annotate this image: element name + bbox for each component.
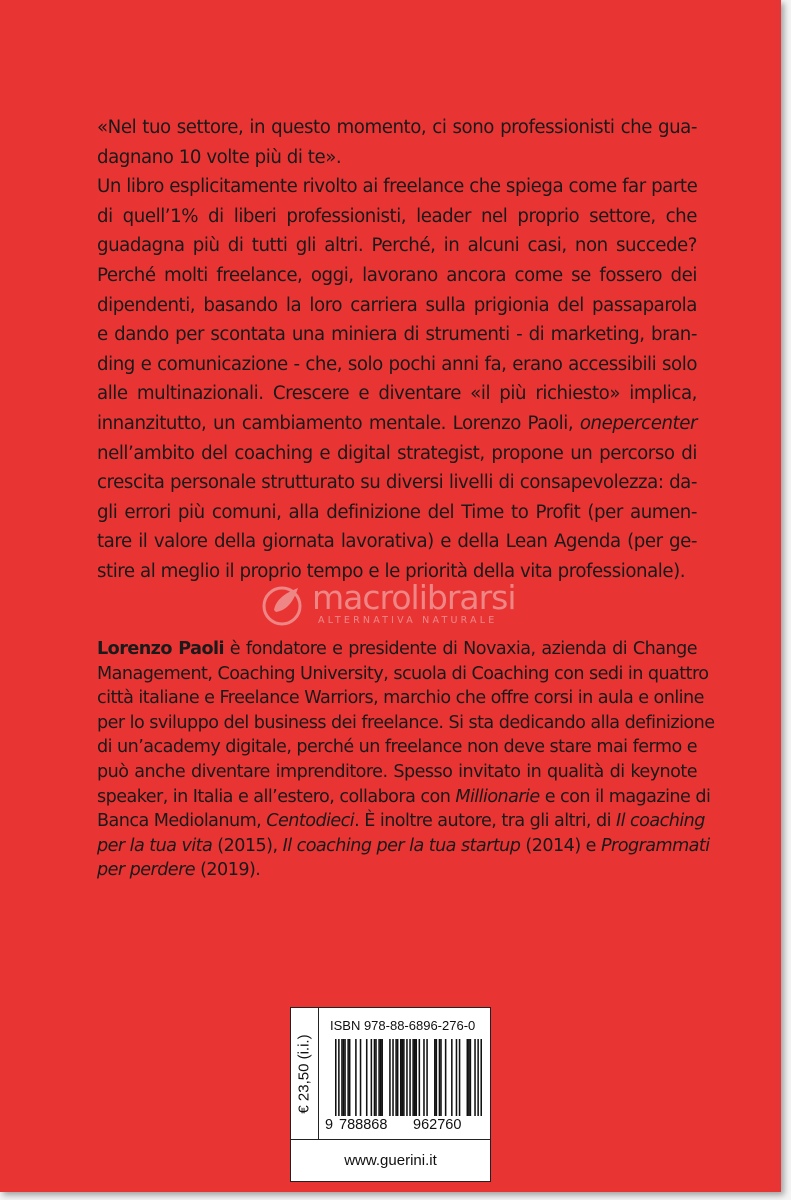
barcode-bar [436, 1039, 438, 1116]
barcode-bar [360, 1039, 362, 1116]
barcode-bar [344, 1039, 346, 1116]
blurb-line: guadagna più di tutti gli altri. Perché, in alcuni casi, non succede? [97, 235, 697, 257]
barcode-bar [341, 1039, 343, 1116]
blurb-line: dagnano 10 volte più di te». [97, 146, 342, 168]
barcode-bar [415, 1039, 417, 1116]
watermark-tagline: ALTERNATIVA NATURALE [318, 615, 498, 626]
barcode-bar [467, 1039, 469, 1116]
barcode-bar [419, 1039, 421, 1116]
barcode-bar [456, 1039, 458, 1116]
blurb-line: dipendenti, basando la loro carriera sulla prigionia del passaparola [97, 294, 697, 316]
barcode-bar [406, 1039, 408, 1116]
barcode-digit-group-right: 962760 [413, 1117, 462, 1133]
website-row [291, 1139, 490, 1182]
onepercenter-term: onepercenter [579, 412, 697, 434]
barcode-bar [389, 1039, 391, 1116]
barcode-bars [335, 1039, 482, 1116]
barcode-bar [338, 1039, 340, 1116]
barcode-bar [381, 1039, 383, 1116]
barcode-bar [468, 1039, 470, 1116]
barcode-bar [474, 1039, 476, 1116]
barcode-digit-group-left: 788868 [339, 1117, 388, 1133]
barcode-bar [380, 1039, 382, 1116]
bio-line: speaker, in Italia e all’estero, collabora con Millionarie e con il magazine di [97, 786, 711, 807]
barcode-bar [366, 1039, 368, 1116]
barcode-bar [403, 1039, 405, 1116]
barcode-bar [423, 1039, 425, 1116]
barcode-bar [470, 1039, 472, 1116]
barcode-bar [459, 1039, 461, 1116]
blurb-line: crescita personale strutturato su diversi livelli di consapevolezza: da- [97, 472, 697, 494]
bio-line: città italiane e Freelance Warriors, marchio che offre corsi in aula e online [97, 688, 704, 709]
barcode-digit-lead: 9 [325, 1117, 334, 1133]
book-blurb [97, 113, 697, 587]
barcode-bar [335, 1039, 337, 1116]
barcode-bar [355, 1039, 357, 1116]
barcode-bar [477, 1039, 479, 1116]
bio-line: per lo sviluppo del business dei freelance. Si sta dedicando alla definizione [97, 712, 715, 733]
blurb-line: gli errori più comuni, alla definizione del Time to Profit (per aumen- [97, 501, 697, 523]
barcode-bar [392, 1039, 394, 1116]
bio-line: per perdere (2019). [97, 860, 261, 881]
blurb-line: innanzitutto, un cambiamento mentale. Lorenzo Paoli, onepercenter [97, 412, 697, 434]
barcode-bar [402, 1039, 404, 1116]
watermark-name: macrolibrarsi [312, 578, 516, 617]
blurb-line: alle multinazionali. Crescere e diventare «il più richiesto» implica, [97, 383, 697, 405]
blurb-line: ding e comunicazione - che, solo pochi anni fa, erano accessibili solo [97, 353, 697, 375]
barcode-bar [400, 1039, 402, 1116]
macrolibrarsi-watermark [258, 578, 548, 630]
blurb-line: stire al meglio il proprio tempo e le priorità della vita professionale). [97, 560, 686, 582]
barcode-bar [439, 1039, 441, 1116]
blurb-line: tare il valore della giornata lavorativa) e della Lean Agenda (per ge- [97, 531, 697, 553]
blurb-line: nell’ambito del coaching e digital strategist, propone un percorso di [97, 442, 697, 464]
blurb-line: e dando per scontata una miniera di strumenti - di marketing, bran- [97, 324, 697, 346]
barcode-label [290, 1007, 491, 1182]
barcode-bar [378, 1039, 380, 1116]
barcode-bar [480, 1039, 482, 1116]
barcode-bar [343, 1039, 345, 1116]
barcode-bar [426, 1039, 428, 1116]
bio-line: di un’academy digitale, perché un freelance non deve stare mai fermo e [97, 737, 697, 758]
barcode-bar [375, 1039, 377, 1116]
author-bio [97, 637, 715, 883]
barcode-bar [445, 1039, 447, 1116]
barcode-bar [371, 1039, 373, 1116]
barcode-bar [409, 1039, 411, 1116]
bio-line: Lorenzo Paoli è fondatore e presidente di Novaxia, azienda di Change [97, 639, 697, 659]
price-text: € 23,50 (i.i.) [295, 1034, 313, 1114]
barcode-bar [397, 1039, 399, 1116]
leaf-logo-icon [258, 580, 306, 628]
blurb-line: di quell’1% di liberi professionisti, leader nel proprio settore, che [97, 205, 697, 227]
bio-line: può anche diventare imprenditore. Spesso invitato in qualità di keynote [97, 761, 697, 782]
blurb-line: Un libro esplicitamente rivolto ai freelance che spiega come far parte [97, 176, 698, 198]
barcode-bar [374, 1039, 376, 1116]
barcode-bar [412, 1039, 414, 1116]
author-name: Lorenzo Paoli [97, 639, 224, 659]
bio-line: Management, Coaching University, scuola di Coaching con sedi in quattro [97, 663, 709, 684]
isbn-text: ISBN 978-88-6896-276-0 [330, 1018, 476, 1033]
barcode-bar [395, 1039, 397, 1116]
blurb-line: «Nel tuo settore, in questo momento, ci sono professionisti che gua- [97, 117, 697, 138]
barcode-bar [349, 1039, 351, 1116]
barcode-bar [347, 1039, 349, 1116]
barcode-bar [451, 1039, 453, 1116]
price-column [291, 1008, 319, 1139]
bio-line: Banca Mediolanum, Centodieci. È inoltre autore, tra gli altri, di Il coaching [97, 811, 705, 832]
barcode-bar [434, 1039, 436, 1116]
barcode-bar [414, 1039, 416, 1116]
bio-line: per la tua vita (2015), Il coaching per la tua startup (2014) e Programmati [97, 835, 710, 856]
barcode-bar [440, 1039, 442, 1116]
blurb-line: Perché molti freelance, oggi, lavorano ancora come se fossero dei [97, 264, 697, 286]
publisher-website: www.guerini.it [344, 1152, 437, 1169]
